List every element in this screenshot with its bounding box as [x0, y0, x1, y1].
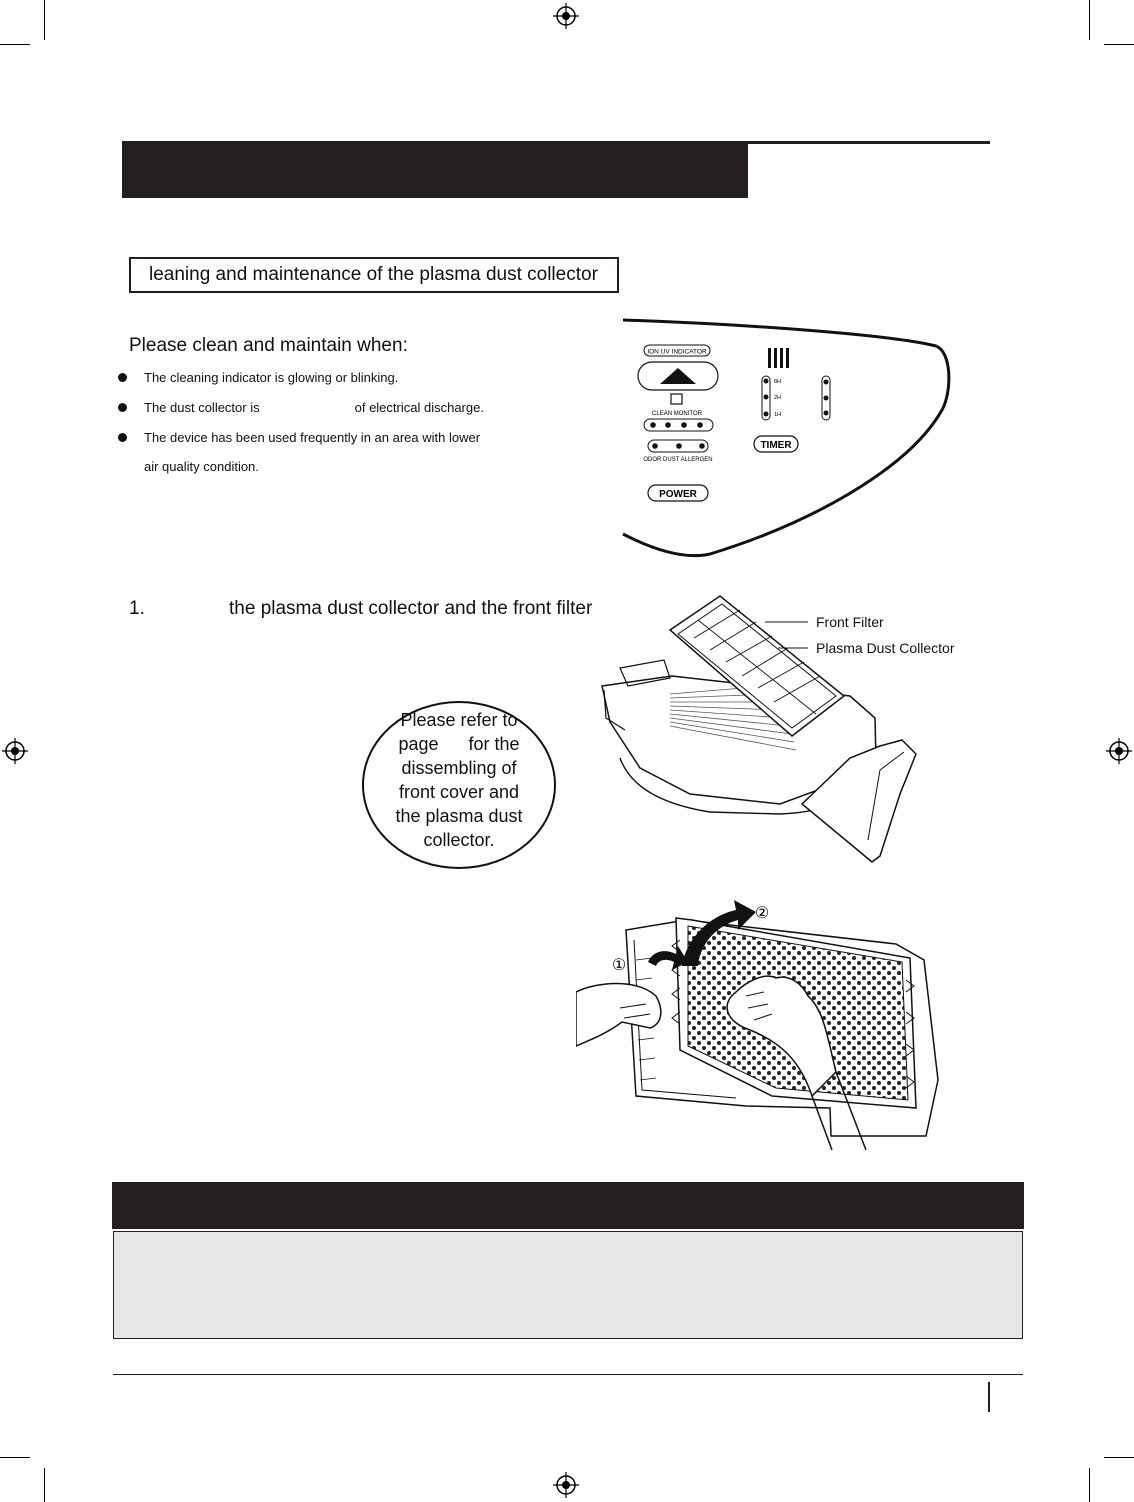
- bullet-text: The cleaning indicator is glowing or blinking.: [144, 370, 399, 385]
- step-marker-1: ①: [611, 957, 627, 974]
- clean-monitor-label: CLEAN MONITOR: [652, 411, 702, 417]
- bullet-icon: [118, 373, 127, 382]
- registration-mark-icon: [553, 3, 579, 29]
- plasma-dust-collector-label: Plasma Dust Collector: [816, 640, 955, 656]
- crop-mark: [1104, 44, 1134, 45]
- callout-line: collector.: [423, 830, 495, 850]
- ion-uv-indicator-label: ION UV INDICATOR: [647, 348, 707, 356]
- bullet-icon: [118, 433, 127, 442]
- crop-mark: [0, 1457, 30, 1458]
- step-text: the plasma dust collector and the front filter: [229, 598, 593, 619]
- crop-mark: [0, 44, 30, 45]
- purifier-filter-illustration: [580, 590, 980, 870]
- callout-text: [362, 708, 556, 852]
- timer-2h-label: 2H: [774, 395, 782, 401]
- note-header-bar: [112, 1182, 1024, 1229]
- timer-button: TIMER: [760, 440, 792, 451]
- crop-mark: [1089, 1468, 1090, 1502]
- header-rule: [748, 141, 990, 144]
- registration-mark-icon: [2, 738, 28, 764]
- bullet-text: The device has been used frequently in an area with lower: [144, 430, 481, 445]
- crop-mark: [1089, 0, 1090, 40]
- callout-line: page for the: [398, 734, 520, 754]
- bullet-icon: [118, 403, 127, 412]
- registration-mark-icon: [553, 1472, 579, 1498]
- crop-mark: [44, 0, 45, 40]
- registration-mark-icon: [1106, 738, 1132, 764]
- header-bar: [122, 141, 748, 198]
- section-title: leaning and maintenance of the plasma dust collector: [129, 257, 619, 293]
- filter-removal-illustration: [576, 900, 946, 1150]
- footer-tick: [988, 1382, 990, 1412]
- step-1: [129, 598, 592, 620]
- power-button: POWER: [659, 489, 697, 500]
- callout-line: the plasma dust: [395, 806, 523, 826]
- footer-rule: [113, 1374, 1023, 1375]
- list-item: [118, 370, 398, 385]
- front-filter-label: Front Filter: [816, 614, 884, 630]
- list-item: [118, 400, 484, 415]
- odor-dust-allergen-label: ODOR DUST ALLERGEN: [643, 457, 713, 463]
- callout-line: Please refer to: [400, 710, 518, 730]
- callout-line: dissembling of: [401, 758, 517, 778]
- crop-mark: [44, 1468, 45, 1502]
- control-panel-illustration: [618, 312, 958, 562]
- intro-text: Please clean and maintain when:: [129, 335, 408, 356]
- crop-mark: [1104, 1457, 1134, 1458]
- timer-1h-label: 1H: [774, 412, 782, 418]
- bullet-text-continued: air quality condition.: [144, 459, 259, 474]
- bullet-text: of electrical discharge.: [354, 400, 484, 415]
- timer-8h-label: 8H: [774, 379, 782, 385]
- list-item: [118, 430, 480, 445]
- note-body: [113, 1231, 1023, 1339]
- callout-line: front cover and: [398, 782, 520, 802]
- step-marker-2: ②: [754, 905, 770, 922]
- step-number: 1.: [129, 598, 145, 619]
- bullet-text: The dust collector is: [144, 400, 260, 415]
